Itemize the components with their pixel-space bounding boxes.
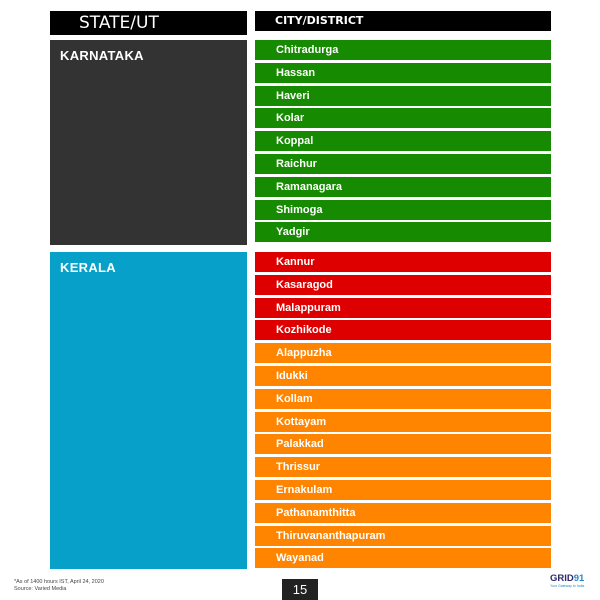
logo-tagline: Your Gateway to India bbox=[550, 584, 585, 588]
city-item: Raichur bbox=[255, 154, 551, 174]
city-item: Kolar bbox=[255, 108, 551, 128]
city-item: Ramanagara bbox=[255, 177, 551, 197]
city-item: Shimoga bbox=[255, 200, 551, 220]
state-name: KARNATAKA bbox=[60, 48, 144, 63]
city-list-karnataka bbox=[255, 40, 551, 245]
state-block-kerala bbox=[50, 252, 247, 569]
grid91-logo bbox=[550, 574, 596, 596]
logo-main: GRID bbox=[550, 573, 574, 584]
city-item: Haveri bbox=[255, 86, 551, 106]
city-item: Kannur bbox=[255, 252, 551, 272]
city-item: Idukki bbox=[255, 366, 551, 386]
state-column-header: STATE/UT bbox=[50, 11, 247, 35]
footnote bbox=[14, 579, 104, 593]
logo-accent: 91 bbox=[573, 573, 585, 584]
state-block-karnataka bbox=[50, 40, 247, 245]
city-item: Kollam bbox=[255, 389, 551, 409]
city-item: Wayanad bbox=[255, 548, 551, 568]
city-item: Palakkad bbox=[255, 434, 551, 454]
city-item: Yadgir bbox=[255, 222, 551, 242]
footnote-source: Source: Varied Media bbox=[14, 586, 67, 592]
city-item: Hassan bbox=[255, 63, 551, 83]
city-item: Koppal bbox=[255, 131, 551, 151]
logo-wordmark bbox=[550, 574, 596, 584]
city-item: Chitradurga bbox=[255, 40, 551, 60]
page-number: 15 bbox=[282, 579, 318, 600]
city-item: Malappuram bbox=[255, 298, 551, 318]
city-item: Kottayam bbox=[255, 412, 551, 432]
city-list-kerala bbox=[255, 252, 551, 571]
city-item: Kozhikode bbox=[255, 320, 551, 340]
footnote-timestamp: *As of 1400 hours IST, April 24, 2020 bbox=[14, 579, 104, 585]
city-column-header: CITY/DISTRICT bbox=[255, 11, 551, 31]
city-item: Thiruvananthapuram bbox=[255, 526, 551, 546]
city-item: Ernakulam bbox=[255, 480, 551, 500]
city-item: Pathanamthitta bbox=[255, 503, 551, 523]
city-item: Kasaragod bbox=[255, 275, 551, 295]
city-item: Alappuzha bbox=[255, 343, 551, 363]
state-name: KERALA bbox=[60, 260, 116, 275]
city-item: Thrissur bbox=[255, 457, 551, 477]
